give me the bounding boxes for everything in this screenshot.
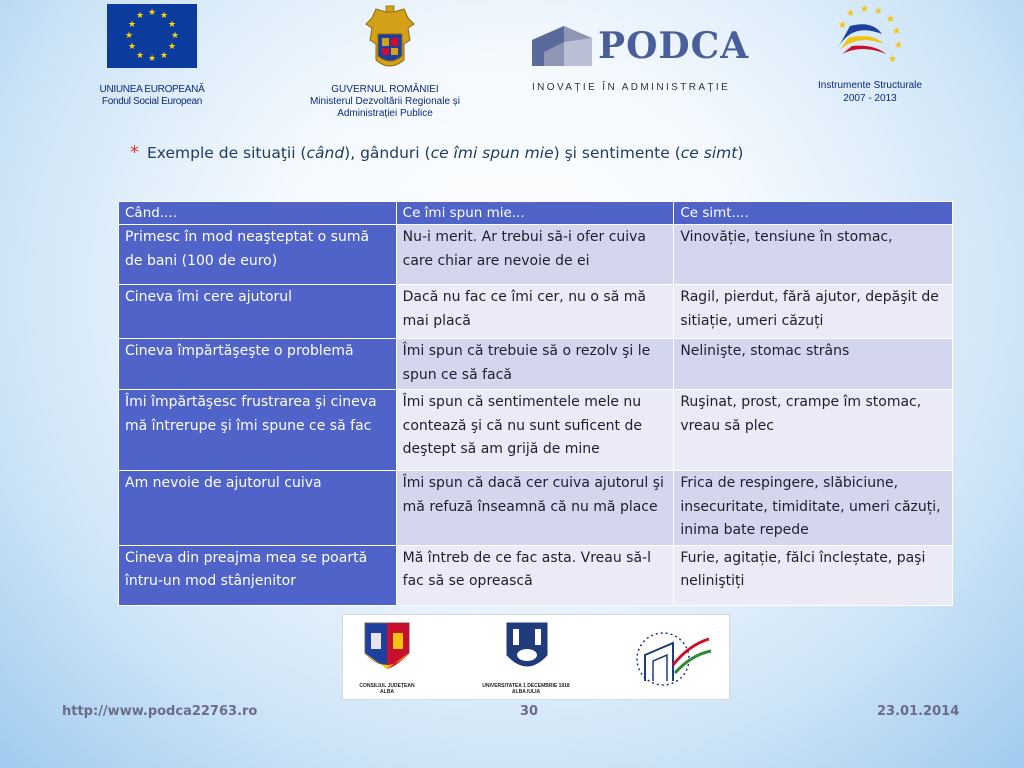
table-row	[119, 471, 953, 546]
cell-cand: Cineva îmi cere ajutorul	[119, 285, 397, 339]
svg-text:★: ★	[886, 14, 895, 25]
table-header-row	[119, 202, 953, 225]
footer-page-number: 30	[520, 704, 539, 719]
cell-ce-imi-spun: Nu-i merit. Ar trebui să-i ofer cuiva care chiar are nevoie de ei	[396, 225, 674, 285]
svg-text:★: ★	[888, 54, 897, 65]
eu-caption	[92, 84, 212, 108]
table-row	[119, 339, 953, 390]
title-part7: )	[737, 144, 744, 162]
title-part3: ), gânduri (	[344, 144, 431, 162]
svg-text:★: ★	[846, 8, 855, 19]
header-cand: Când....	[119, 202, 397, 225]
gov-caption-line3: Administrației Publice	[337, 108, 433, 119]
gov-caption-line2: Ministerul Dezvoltării Regionale și	[309, 96, 461, 107]
cell-ce-simt: Nelinişte, stomac strâns	[674, 339, 953, 390]
eu-caption-line1: UNIUNEA EUROPEANĂ	[99, 84, 205, 95]
cja-caption-line2: ALBA	[380, 689, 394, 695]
cell-cand: Cineva din preajma mea se poartă întru-un mod stânjenitor	[119, 545, 397, 605]
table-row	[119, 545, 953, 605]
cell-ce-simt: Ruşinat, prost, crampe îm stomac, vreau să plec	[674, 390, 953, 471]
uab-caption	[461, 683, 591, 695]
uab-university-logo	[503, 619, 551, 679]
cell-ce-imi-spun: Îmi spun că dacă cer cuiva ajutorul şi mă refuză înseamnă că nu mă place	[396, 471, 674, 546]
cell-cand: Primesc în mod neaşteptat o sumă de bani (100 de euro)	[119, 225, 397, 285]
footer-url[interactable]: http://www.podca22763.ro	[62, 704, 258, 719]
svg-text:★: ★	[894, 40, 903, 51]
structural-instruments-logo	[832, 4, 906, 72]
header-ce-imi-spun: Ce îmi spun mie...	[396, 202, 674, 225]
footer-date: 23.01.2014	[877, 704, 960, 719]
cja-coat-of-arms-logo	[361, 619, 413, 679]
cell-ce-imi-spun: Mă întreb de ce fac asta. Vreau să-l fac să se oprească	[396, 545, 674, 605]
title-bullet: *	[130, 142, 139, 163]
partner-logos-strip	[342, 614, 730, 700]
is-caption-line2: 2007 - 2013	[843, 93, 897, 104]
cell-ce-simt: Vinovăție, tensiune în stomac,	[674, 225, 953, 285]
table-row	[119, 225, 953, 285]
eu-caption-line2: Fondul Social European	[101, 96, 203, 107]
title-part6: ce simt	[680, 144, 738, 162]
title-part5: ) şi sentimente (	[553, 144, 681, 162]
cell-ce-simt: Furie, agitație, fălci încleștate, paşi neliniştiți	[674, 545, 953, 605]
gov-caption-line1: GUVERNUL ROMÂNIEI	[331, 84, 439, 95]
government-caption	[290, 84, 480, 120]
svg-text:★: ★	[860, 4, 869, 15]
eu-flag-logo: ★ ★ ★ ★ ★ ★ ★ ★ ★ ★ ★ ★	[107, 4, 197, 68]
cell-ce-simt: Frica de respingere, slăbiciune, insecuritate, timiditate, umeri căzuți, inima bate repede	[674, 471, 953, 546]
third-partner-logo	[633, 625, 713, 689]
is-caption-line1: Instrumente Structurale	[818, 80, 922, 91]
cja-caption	[345, 683, 429, 695]
cell-cand: Am nevoie de ajutorul cuiva	[119, 471, 397, 546]
cell-ce-imi-spun: Dacă nu fac ce îmi cer, nu o să mă mai placă	[396, 285, 674, 339]
romania-coat-of-arms-logo	[364, 4, 416, 74]
title-part1: Exemple de situaţii (	[147, 144, 307, 162]
svg-text:★: ★	[874, 6, 883, 17]
uab-caption-line2: ALBA IULIA	[511, 689, 541, 695]
table-row	[119, 390, 953, 471]
cell-ce-imi-spun: Îmi spun că sentimentele mele nu contează şi că nu sunt suficent de deştept să am grijă de mine	[396, 390, 674, 471]
structural-instruments-caption	[800, 79, 940, 105]
svg-text:★: ★	[838, 20, 847, 31]
uab-caption-line1: UNIVERSITATEA 1 DECEMBRIE 1918	[482, 683, 570, 689]
title-part2: când	[306, 144, 345, 162]
title-part4: ce îmi spun mie	[430, 144, 554, 162]
cell-cand: Îmi împărtăşesc frustrarea şi cineva mă întrerupe şi îmi spune ce să fac	[119, 390, 397, 471]
podca-wordmark: PODCA	[598, 25, 750, 67]
cell-ce-imi-spun: Îmi spun că trebuie să o rezolv şi le spun ce să facă	[396, 339, 674, 390]
svg-text:★: ★	[892, 26, 901, 37]
cell-ce-simt: Ragil, pierdut, fără ajutor, depăşit de sitiație, umeri căzuți	[674, 285, 953, 339]
podca-slogan: INOVAȚIE ÎN ADMINISTRAȚIE	[532, 82, 731, 93]
cja-caption-line1: CONSILIUL JUDEȚEAN	[359, 683, 415, 689]
slide-title	[130, 142, 743, 163]
cell-cand: Cineva împărtăşeşte o problemă	[119, 339, 397, 390]
situations-table	[118, 201, 953, 606]
table-row	[119, 285, 953, 339]
header-ce-simt: Ce simt....	[674, 202, 953, 225]
